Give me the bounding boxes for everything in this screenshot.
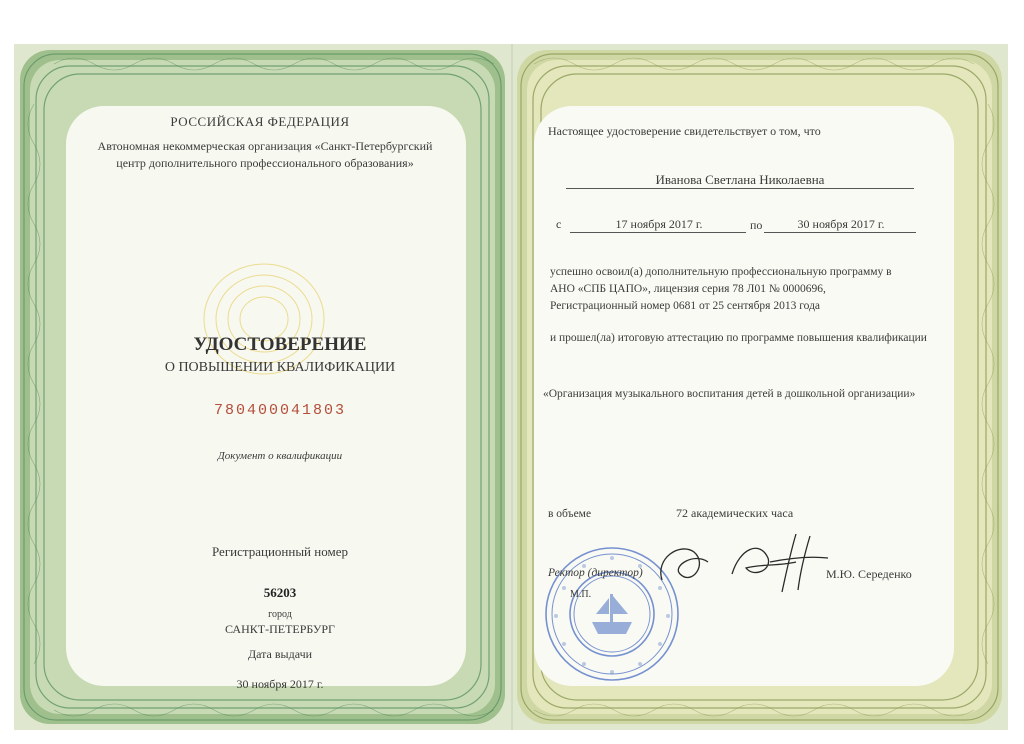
signer-role: Ректор (директор)	[548, 567, 643, 579]
name-underline	[566, 188, 914, 189]
registration-number: 56203	[263, 585, 297, 600]
date-to: 30 ноября 2017 г.	[797, 217, 885, 231]
seal-mark: М.П.	[570, 589, 592, 600]
city-label: город	[268, 609, 292, 620]
program-name: «Организация музыкального воспитания детей в дошкольной организации»	[543, 388, 916, 400]
document-type: Документ о квалификации	[217, 450, 343, 462]
issue-date: 30 ноября 2017 г.	[236, 677, 324, 691]
page-fold	[511, 44, 513, 730]
from-label: с	[556, 217, 562, 231]
document-subtitle: О ПОВЫШЕНИИ КВАЛИФИКАЦИИ	[164, 360, 396, 375]
program-line-1: успешно освоил(а) дополнительную профессиональную программу в	[550, 266, 892, 278]
date-from-underline	[570, 232, 746, 233]
program-line-2: АНО «СПБ ЦАПО», лицензия серия 78 Л01 № 0000696,	[550, 283, 826, 295]
organization-line-2: центр дополнительного профессионального образования»	[116, 156, 414, 170]
organization-line-1: Автономная некоммерческая организация «Санкт-Петербургский	[97, 139, 433, 153]
date-to-underline	[764, 232, 916, 233]
issue-date-label: Дата выдачи	[247, 647, 313, 661]
document-title: УДОСТОВЕРЕНИЕ	[193, 334, 367, 355]
volume-value: 72 академических часа	[676, 506, 794, 520]
city-name: САНКТ-ПЕТЕРБУРГ	[225, 622, 335, 636]
country-name: РОССИЙСКАЯ ФЕДЕРАЦИЯ	[170, 114, 350, 129]
registration-label: Регистрационный номер	[212, 544, 348, 559]
intro-text: Настоящее удостоверение свидетельствует о том, что	[548, 124, 821, 138]
serial-number: 780400041803	[213, 402, 347, 419]
handwritten-signature	[650, 528, 840, 598]
signer-name: М.Ю. Середенко	[826, 567, 912, 581]
attestation-text: и прошел(ла) итоговую аттестацию по программе повышения квалификации	[550, 332, 927, 344]
to-label: по	[750, 218, 763, 232]
recipient-name: Иванова Светлана Николаевна	[655, 172, 825, 187]
date-from: 17 ноября 2017 г.	[615, 217, 703, 231]
program-line-3: Регистрационный номер 0681 от 25 сентября 2013 года	[550, 300, 821, 312]
volume-label: в объеме	[548, 508, 592, 520]
